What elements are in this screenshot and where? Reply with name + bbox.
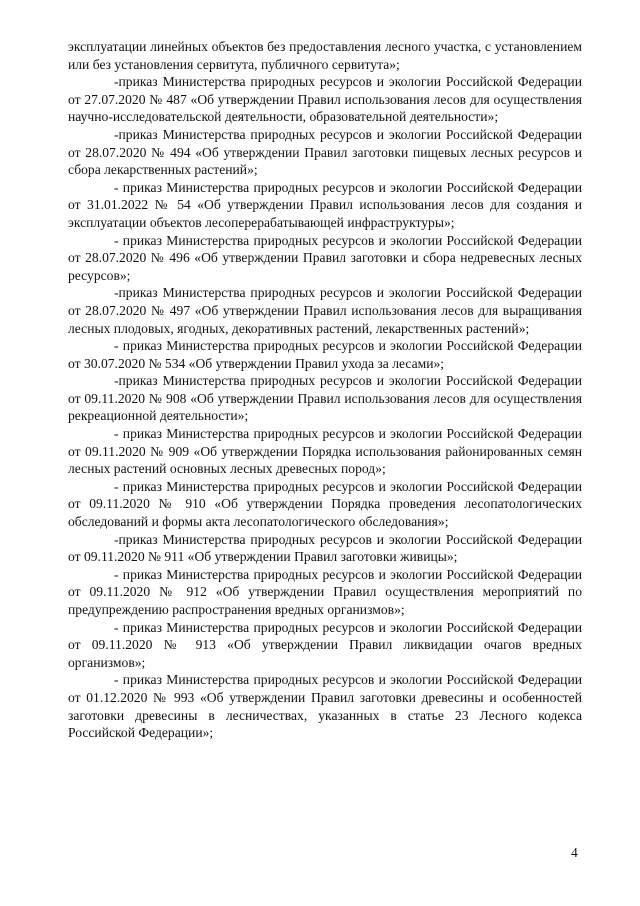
list-item-order-534: - приказ Министерства природных ресурсов и экологии Российской Федерации от 30.07.2020 № 534 «Об утверждении Правил ухода за лесами»;	[68, 338, 582, 371]
list-item-order-494: -приказ Министерства природных ресурсов и экологии Российской Федерации от 28.07.2020 № 494 «Об утверждении Правил заготовки пищевых лесных ресурсов и сбора лекарственных растений»;	[68, 126, 582, 178]
paragraph-continuation: эксплуатации линейных объектов без предоставления лесного участка, с установлением или без установления сервитута, публичного сервитута»;	[68, 39, 582, 72]
list-item-order-913: - приказ Министерства природных ресурсов и экологии Российской Федерации от 09.11.2020 № 913 «Об утверждении Правил ликвидации очагов вредных организмов»;	[68, 619, 582, 670]
list-item-order-911: -приказ Министерства природных ресурсов и экологии Российской Федерации от 09.11.2020 № 911 «Об утверждении Правил заготовки живицы»;	[68, 531, 582, 565]
list-item-order-910: - приказ Министерства природных ресурсов и экологии Российской Федерации от 09.11.2020 № 910 «Об утверждении Порядка проведения лесопатологических обследований и формы акта лесопатологического обследования»;	[68, 478, 582, 530]
list-item-order-993: - приказ Министерства природных ресурсов и экологии Российской Федерации от 01.12.2020 № 993 «Об утверждении Правил заготовки древесины и особенностей заготовки древесины в лесничествах, указанных в статье 23 Лесного кодекса Российской Федерации»;	[68, 672, 582, 741]
list-item-order-912: - приказ Министерства природных ресурсов и экологии Российской Федерации от 09.11.2020 № 912 «Об утверждении Правил осуществления мероприятий по предупреждению распространения вредных организмов»;	[68, 566, 582, 617]
list-item-order-497: -приказ Министерства природных ресурсов и экологии Российской Федерации от 28.07.2020 № 497 «Об утверждении Правил использования лесов для выращивания лесных плодовых, ягодных, декоративных растений, лекарственных растений»;	[68, 285, 582, 336]
list-item-order-487: -приказ Министерства природных ресурсов и экологии Российской Федерации от 27.07.2020 № 487 «Об утверждении Правил использования лесов для осуществления научно-исследовательской деятельности, образовательной деятельности»;	[68, 74, 582, 125]
page-number: 4	[571, 845, 578, 860]
list-item-order-54: - приказ Министерства природных ресурсов и экологии Российской Федерации от 31.01.2022 № 54 «Об утверждении Правил использования лесов для создания и эксплуатации объектов лесоперерабатывающей инфраструктуры»;	[68, 179, 582, 230]
list-item-order-496: - приказ Министерства природных ресурсов и экологии Российской Федерации от 28.07.2020 № 496 «Об утверждении Правил заготовки и сбора недревесных лесных ресурсов»;	[68, 232, 582, 283]
list-item-order-908: -приказ Министерства природных ресурсов и экологии Российской Федерации от 09.11.2020 № 908 «Об утверждении Правил использования лесов для осуществления рекреационной деятельности»;	[68, 373, 582, 424]
document-body	[68, 38, 582, 742]
list-item-order-909: - приказ Министерства природных ресурсов и экологии Российской Федерации от 09.11.2020 № 909 «Об утверждении Порядка использования районированных семян лесных растений основных лесных древесных пород»;	[68, 426, 582, 477]
